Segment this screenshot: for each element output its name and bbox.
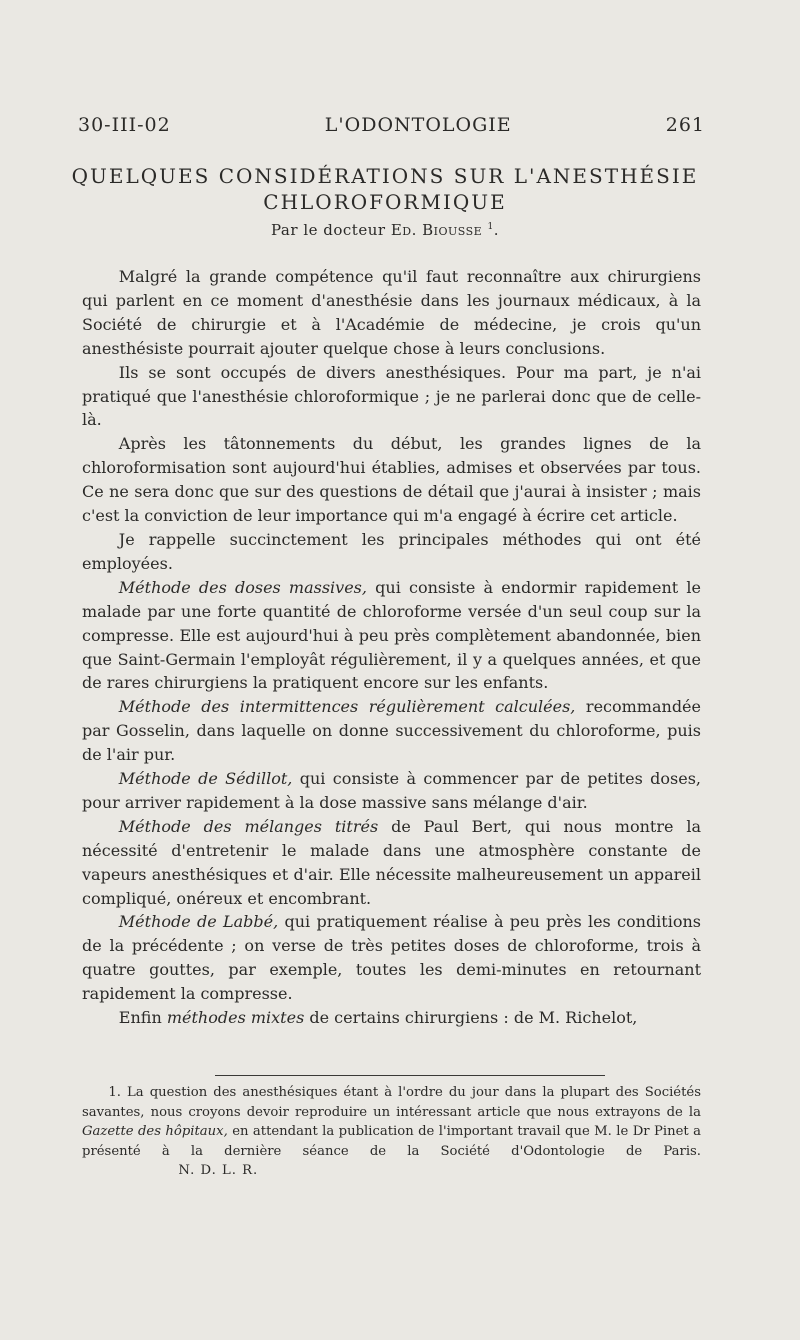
paragraph: Je rappelle succinctement les principales méthodes qui ont été employées. xyxy=(82,529,701,573)
title-line-2: CHLOROFORMIQUE xyxy=(263,190,507,214)
footnote-source: Gazette des hôpitaux, xyxy=(82,1124,228,1139)
method-text: de Paul Bert, qui nous montre la nécessité d'entretenir le malade dans une atmosphère constante de vapeurs anesthésiques et d'air. Elle nécessite malheureusement un appareil compliqué, onéreux et encombrant. xyxy=(82,816,701,908)
paragraph-method xyxy=(82,1006,701,1030)
paragraph-method xyxy=(82,815,701,911)
method-name: Méthode des intermittences régulièrement calculées, xyxy=(118,697,576,717)
paragraph: Ils se sont occupés de divers anesthésiques. Pour ma part, je n'ai pratiqué que l'anesthésie chloroformique ; je ne parlerai donc que de celle-là. xyxy=(82,362,701,430)
footnote-text: La question des anesthésiques étant à l'ordre du jour dans la plupart des Sociétés savantes, nous croyons devoir reproduire un intéressant article que nous extrayons de la xyxy=(82,1085,701,1120)
method-prefix: Enfin xyxy=(118,1008,167,1028)
paragraph-method xyxy=(82,767,701,815)
paragraph: Après les tâtonnements du début, les grandes lignes de la chloroformisation sont aujourd'hui établies, admises et observées par tous. Ce ne sera donc que sur des questions de détail que j'aurai à insister ; mais c'est la conviction de leur importance qui m'a engagé à écrire cet article. xyxy=(82,434,701,526)
method-name: méthodes mixtes xyxy=(166,1008,305,1028)
method-name: Méthode des mélanges titrés xyxy=(118,816,379,836)
byline-suffix: . xyxy=(493,221,499,239)
footnote xyxy=(82,1083,701,1181)
method-text: qui pratiquement réalise à peu près les conditions de la précédente ; on verse de très petites doses de chloroforme, trois à quatre gouttes, par exemple, toutes les demi-minutes en retournant rapidement la compresse. xyxy=(82,912,701,1004)
title-line-1: QUELQUES CONSIDÉRATIONS SUR L'ANESTHÉSIE xyxy=(71,164,699,188)
page-number: 261 xyxy=(665,114,705,136)
footnote-number: 1. xyxy=(108,1085,121,1100)
footnote-text-continued: en attendant la publication de l'important travail que M. le Dr Pinet a présenté à la dernière séance de la Société d'Odontologie de Paris. xyxy=(82,1124,701,1159)
author-name: Ed. Biousse xyxy=(390,221,483,239)
method-name: Méthode des doses massives, xyxy=(118,577,367,597)
footnote-paragraph xyxy=(82,1083,701,1181)
paragraph-method xyxy=(82,910,701,1006)
running-header xyxy=(78,114,705,136)
method-text: qui consiste à endormir rapidement le malade par une forte quantité de chloroforme versée d'un seul coup sur la compresse. Elle est aujourd'hui à peu près complètement abandonnée, bien que Saint-Germain l'employât régulièrement, il y a quelques années, et que de rares chirurgiens la pratiquent encore sur les enfants. xyxy=(82,577,701,693)
byline-prefix: Par le docteur xyxy=(271,221,386,239)
method-text: qui consiste à commencer par de petites doses, pour arriver rapidement à la dose massive sans mélange d'air. xyxy=(82,769,702,812)
footnote-divider xyxy=(215,1075,605,1076)
method-name: Méthode de Labbé, xyxy=(118,912,279,932)
paragraph: Malgré la grande compétence qu'il faut reconnaître aux chirurgiens qui parlent en ce moment d'anesthésie dans les journaux médicaux, à la Société de chirurgie et à l'Académie de médecine, je crois qu'un anesthésiste pourrait ajouter quelque chose à leurs conclusions. xyxy=(82,267,701,358)
journal-title: L'ODONTOLOGIE xyxy=(324,114,512,136)
issue-date: 30-III-02 xyxy=(78,114,171,136)
method-text: de certains chirurgiens : de M. Richelot, xyxy=(304,1008,638,1028)
method-text: recommandée par Gosselin, dans laquelle on donne successivement du chloroforme, puis de l'air pur. xyxy=(82,697,701,765)
paragraph-method xyxy=(82,576,701,696)
footnote-marker: 1 xyxy=(487,222,494,232)
byline xyxy=(70,221,700,239)
editor-signature: N. D. L. R. xyxy=(178,1163,259,1178)
article-body xyxy=(82,265,701,1030)
article-title xyxy=(70,163,700,215)
paragraph-method xyxy=(82,695,701,767)
method-name: Méthode de Sédillot, xyxy=(118,769,293,789)
